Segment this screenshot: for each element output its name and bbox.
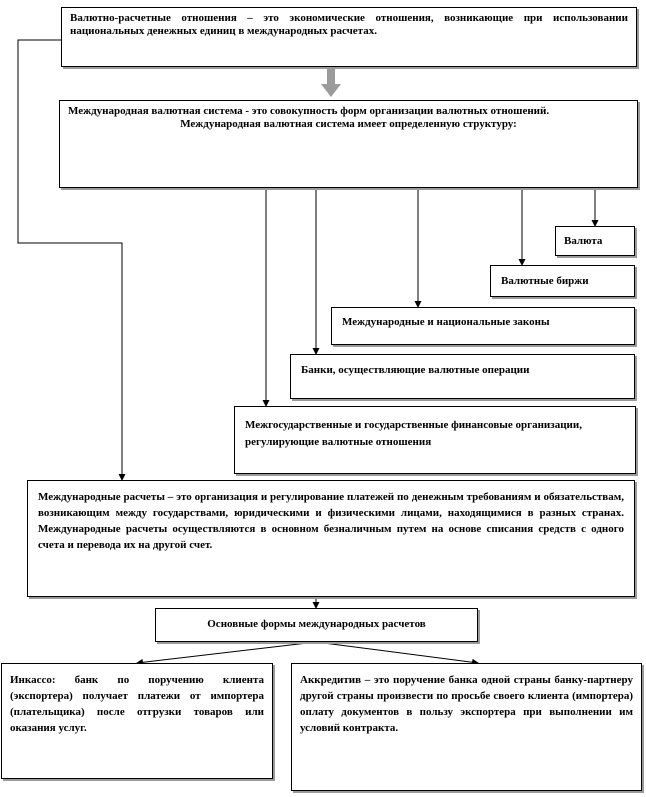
organizations-box	[234, 406, 636, 474]
banks-box	[290, 354, 635, 399]
connector-letter-of-credit	[316, 642, 478, 663]
forms-title-box	[155, 608, 478, 642]
system-structure-text: Международная валютная система имеет определенную структуру:	[180, 118, 517, 130]
definition-box	[61, 7, 637, 67]
exchanges-box	[490, 265, 635, 297]
currency-label: Валюта	[564, 235, 603, 247]
collection-box	[1, 663, 273, 779]
down-arrow-icon	[321, 67, 341, 97]
letter-of-credit-text: Аккредитив – это поручение банка одной страны банку-партнеру другой страны произвести по просьбе своего клиента (импортера) оплату документов в пользу экспортера при выполнении им условий контракта.	[300, 674, 633, 734]
exchanges-label: Валютные биржи	[501, 275, 589, 287]
banks-label: Банки, осуществляющие валютные операции	[301, 364, 530, 376]
settlements-box	[27, 480, 635, 597]
forms-title-label: Основные формы международных расчетов	[207, 618, 426, 630]
settlements-text: Международные расчеты – это организация и регулирование платежей по денежным требованиям и обязательствам, возникающим между государствами, юридическими и физическими лицами, находящимися в разных странах. Международные расчеты осуществляются в основном безналичным путем на основе списания средств с одного счета и перевода их на другой счет.	[38, 491, 624, 551]
organizations-label: Межгосударственные и государственные финансовые организации, регулирующие валютные отношения	[245, 419, 582, 448]
connector-collection	[137, 642, 316, 663]
laws-label: Международные и национальные законы	[342, 316, 550, 328]
system-definition-text: Международная валютная система - это совокупность форм организации валютных отношений.	[68, 105, 550, 117]
laws-box	[331, 307, 635, 345]
system-box	[59, 100, 638, 188]
letter-of-credit-box	[291, 663, 642, 791]
currency-box	[555, 226, 635, 256]
definition-text: Валютно-расчетные отношения – это экономические отношения, возникающие при использовании национальных денежных единиц в международных расчетах.	[70, 12, 628, 37]
collection-text: Инкассо: банк по поручению клиента (экспортера) получает платежи от импортера (плательщика) после отгрузки товаров или оказания услуг.	[10, 674, 264, 734]
